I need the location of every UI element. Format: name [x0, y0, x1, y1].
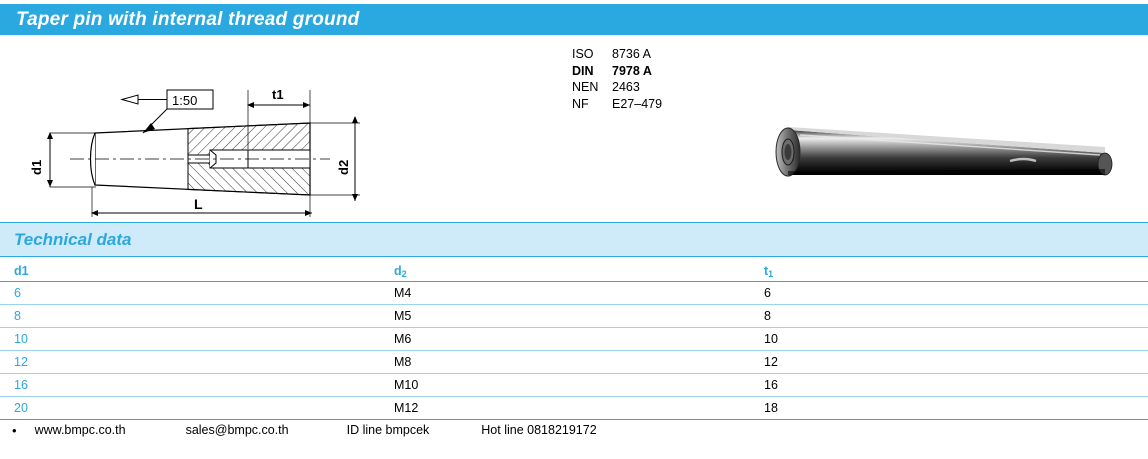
standard-code: 7978 A	[612, 63, 652, 78]
cell-d2: M10	[380, 374, 750, 397]
column-header-d2: $d_2$	[380, 262, 750, 282]
cell-d1: 12	[0, 351, 380, 374]
cell-d1: 16	[0, 374, 380, 397]
dim-d2-label: d2	[336, 159, 351, 175]
technical-data-label: Technical data	[14, 229, 132, 249]
column-header-t1-subscript: 1	[768, 269, 774, 279]
technical-data-header	[0, 222, 1148, 257]
cell-d1: 8	[0, 305, 380, 328]
footer-line-id: ID line bmpcek	[346, 423, 430, 437]
column-header-d1-text: d1	[14, 264, 29, 278]
taper-ratio-label: 1:50	[172, 93, 198, 108]
drawing-area	[0, 35, 1148, 218]
cell-d2: M8	[380, 351, 750, 374]
table-row	[0, 351, 1148, 374]
standard-row-nen	[572, 79, 662, 96]
standard-row-din	[572, 63, 662, 80]
technical-data-table	[0, 262, 1148, 420]
cell-t1: 12	[750, 351, 1148, 374]
footer-hotline: Hot line 0818219172	[481, 423, 597, 437]
table-row	[0, 305, 1148, 328]
cell-d1: 10	[0, 328, 380, 351]
table-header-row	[0, 262, 1148, 282]
standard-code: E27–479	[612, 96, 663, 111]
footer-email[interactable]: sales@bmpc.co.th	[185, 423, 289, 437]
dim-t1-label: t1	[272, 87, 284, 102]
cell-d2: M4	[380, 282, 750, 305]
bullet-icon: •	[12, 422, 17, 438]
standards-list	[572, 46, 662, 112]
cell-t1: 8	[750, 305, 1148, 328]
cell-t1: 6	[750, 282, 1148, 305]
standard-org: DIN	[572, 63, 594, 78]
standard-row-iso	[572, 46, 662, 63]
column-header-d1	[0, 262, 380, 282]
column-header-d2-subscript: 2	[401, 269, 407, 279]
table-row	[0, 282, 1148, 305]
title-bar	[0, 4, 1148, 35]
footer-contact-bar	[0, 415, 1148, 445]
cell-t1: 18	[750, 397, 1148, 420]
standard-code: 8736 A	[612, 47, 651, 61]
column-header-t1: $t_1$	[750, 262, 1148, 282]
standard-row-nf	[572, 96, 662, 113]
cell-d1: 20	[0, 397, 380, 420]
cell-t1: 10	[750, 328, 1148, 351]
cell-d2: M6	[380, 328, 750, 351]
standard-org: NEN	[572, 80, 599, 94]
dim-L-label: L	[194, 196, 203, 212]
table-row	[0, 374, 1148, 397]
table-row	[0, 328, 1148, 351]
standard-org: NF	[572, 96, 589, 111]
page-title: Taper pin with internal thread ground	[16, 8, 360, 30]
standard-code: 2463	[612, 80, 640, 94]
footer-website[interactable]: www.bmpc.co.th	[34, 423, 126, 437]
cell-t1: 16	[750, 374, 1148, 397]
cell-d1: 6	[0, 282, 380, 305]
cell-d2: M12	[380, 397, 750, 420]
cell-d2: M5	[380, 305, 750, 328]
technical-drawing-svg	[10, 35, 410, 218]
dim-d1-label: d1	[29, 159, 44, 175]
standard-org: ISO	[572, 47, 594, 61]
product-illustration	[760, 35, 1130, 218]
